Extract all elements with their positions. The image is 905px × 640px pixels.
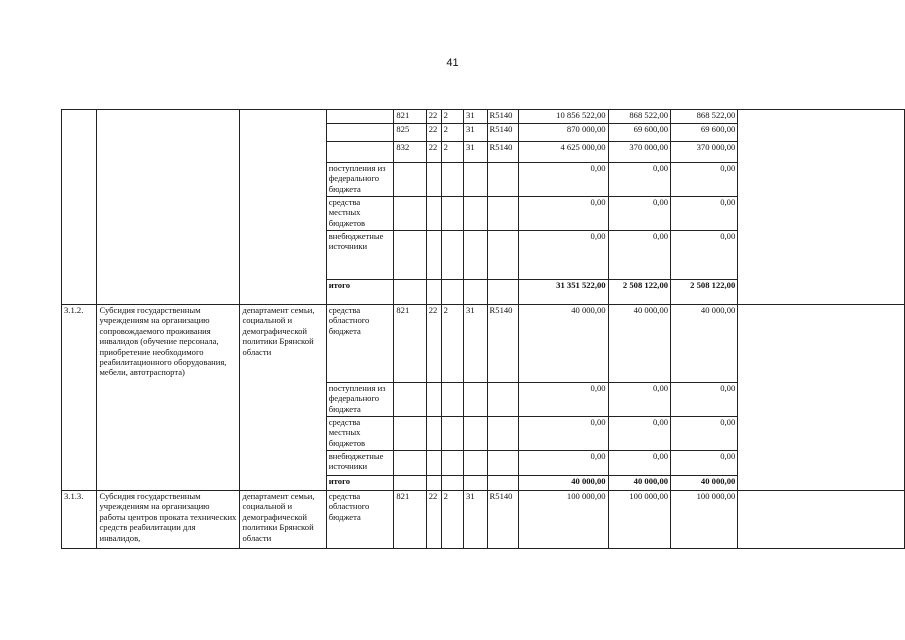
source-cell: поступления из федерального бюджета [326, 163, 394, 197]
value-cell: 370 000,00 [671, 142, 738, 163]
item-executor-cell: департамент семьи, социальной и демографической политики Брянской области [240, 305, 326, 491]
empty-cell [464, 197, 488, 231]
value-cell: 0,00 [608, 451, 670, 476]
empty-cell [464, 231, 488, 280]
empty-cell [426, 451, 441, 476]
total-value-cell: 2 508 122,00 [608, 280, 670, 305]
empty-cell [441, 383, 463, 417]
empty-cell [464, 417, 488, 451]
code-cell: 832 [394, 142, 426, 163]
total-value-cell: 40 000,00 [671, 476, 738, 491]
empty-cell [441, 163, 463, 197]
source-cell: средства областного бюджета [326, 491, 394, 549]
value-cell: 40 000,00 [608, 305, 670, 383]
empty-cell [441, 197, 463, 231]
empty-cell [394, 197, 426, 231]
source-cell: средства местных бюджетов [326, 197, 394, 231]
value-cell: 100 000,00 [519, 491, 608, 549]
value-cell: 0,00 [671, 417, 738, 451]
code-cell: 22 [426, 124, 441, 142]
empty-cell [394, 383, 426, 417]
item-name-cell [97, 110, 240, 305]
total-value-cell: 2 508 122,00 [671, 280, 738, 305]
item-executor-cell: департамент семьи, социальной и демографической политики Брянской области [240, 491, 326, 549]
empty-cell [441, 476, 463, 491]
value-cell: 0,00 [608, 163, 670, 197]
code-cell: 31 [464, 124, 488, 142]
empty-cell [394, 417, 426, 451]
note-cell [738, 110, 905, 305]
empty-cell [487, 476, 519, 491]
source-cell: поступления из федерального бюджета [326, 383, 394, 417]
source-cell: средства областного бюджета [326, 305, 394, 383]
empty-cell [394, 280, 426, 305]
value-cell: 0,00 [519, 417, 608, 451]
source-cell: внебюджетные источники [326, 451, 394, 476]
empty-cell [487, 163, 519, 197]
total-value-cell: 31 351 522,00 [519, 280, 608, 305]
code-cell: 31 [464, 305, 488, 383]
table-row [62, 110, 905, 124]
source-cell [326, 110, 394, 124]
empty-cell [464, 383, 488, 417]
code-cell: 22 [426, 142, 441, 163]
code-cell: 22 [426, 305, 441, 383]
source-cell: средства местных бюджетов [326, 417, 394, 451]
value-cell: 69 600,00 [608, 124, 670, 142]
empty-cell [426, 476, 441, 491]
item-number-cell [62, 110, 97, 305]
empty-cell [441, 280, 463, 305]
value-cell: 40 000,00 [671, 305, 738, 383]
total-label-cell: итого [326, 476, 394, 491]
empty-cell [394, 451, 426, 476]
empty-cell [426, 280, 441, 305]
code-cell: 31 [464, 491, 488, 549]
value-cell: 40 000,00 [519, 305, 608, 383]
item-name-cell: Субсидия государственным учреждениям на организацию работы центров проката технических средств реабилитации для инвалидов, [97, 491, 240, 549]
empty-cell [426, 383, 441, 417]
empty-cell [426, 197, 441, 231]
code-cell: 22 [426, 110, 441, 124]
item-number-cell: 3.1.2. [62, 305, 97, 491]
source-cell [326, 124, 394, 142]
empty-cell [487, 417, 519, 451]
value-cell: 10 856 522,00 [519, 110, 608, 124]
budget-table [61, 109, 905, 549]
empty-cell [464, 476, 488, 491]
value-cell: 0,00 [608, 231, 670, 280]
value-cell: 0,00 [519, 383, 608, 417]
code-cell: 2 [441, 124, 463, 142]
total-value-cell: 40 000,00 [519, 476, 608, 491]
empty-cell [464, 280, 488, 305]
code-cell: R5140 [487, 305, 519, 383]
value-cell: 870 000,00 [519, 124, 608, 142]
value-cell: 0,00 [671, 197, 738, 231]
code-cell: 2 [441, 142, 463, 163]
value-cell: 868 522,00 [608, 110, 670, 124]
code-cell: 31 [464, 142, 488, 163]
code-cell: R5140 [487, 110, 519, 124]
code-cell: 821 [394, 305, 426, 383]
empty-cell [487, 383, 519, 417]
value-cell: 370 000,00 [608, 142, 670, 163]
source-cell [326, 142, 394, 163]
page-number: 41 [446, 57, 459, 69]
item-name-cell: Субсидия государственным учреждениям на организацию сопровождаемого проживания инвалидов (обучение персонала, приобретение необходимого реабилитационного оборудования, мебели, автотраспорта) [97, 305, 240, 491]
empty-cell [441, 417, 463, 451]
code-cell: R5140 [487, 491, 519, 549]
empty-cell [426, 417, 441, 451]
code-cell: 31 [464, 110, 488, 124]
empty-cell [394, 476, 426, 491]
empty-cell [487, 280, 519, 305]
value-cell: 0,00 [519, 197, 608, 231]
value-cell: 69 600,00 [671, 124, 738, 142]
empty-cell [487, 197, 519, 231]
value-cell: 0,00 [671, 163, 738, 197]
value-cell: 0,00 [671, 451, 738, 476]
code-cell: R5140 [487, 142, 519, 163]
empty-cell [464, 163, 488, 197]
value-cell: 0,00 [608, 383, 670, 417]
value-cell: 868 522,00 [671, 110, 738, 124]
empty-cell [394, 231, 426, 280]
item-executor-cell [240, 110, 326, 305]
value-cell: 100 000,00 [608, 491, 670, 549]
table-row [62, 491, 905, 549]
value-cell: 0,00 [671, 231, 738, 280]
value-cell: 4 625 000,00 [519, 142, 608, 163]
code-cell: 22 [426, 491, 441, 549]
total-label-cell: итого [326, 280, 394, 305]
value-cell: 0,00 [671, 383, 738, 417]
empty-cell [394, 163, 426, 197]
empty-cell [464, 451, 488, 476]
code-cell: 821 [394, 110, 426, 124]
empty-cell [441, 231, 463, 280]
value-cell: 0,00 [519, 163, 608, 197]
value-cell: 0,00 [608, 197, 670, 231]
value-cell: 0,00 [608, 417, 670, 451]
empty-cell [426, 231, 441, 280]
value-cell: 100 000,00 [671, 491, 738, 549]
value-cell: 0,00 [519, 451, 608, 476]
empty-cell [426, 163, 441, 197]
code-cell: 821 [394, 491, 426, 549]
total-value-cell: 40 000,00 [608, 476, 670, 491]
empty-cell [487, 231, 519, 280]
code-cell: 2 [441, 110, 463, 124]
code-cell: 2 [441, 305, 463, 383]
table-row [62, 305, 905, 383]
empty-cell [441, 451, 463, 476]
note-cell [738, 491, 905, 549]
note-cell [738, 305, 905, 491]
value-cell: 0,00 [519, 231, 608, 280]
code-cell: 825 [394, 124, 426, 142]
source-cell: внебюджетные источники [326, 231, 394, 280]
code-cell: R5140 [487, 124, 519, 142]
empty-cell [487, 451, 519, 476]
code-cell: 2 [441, 491, 463, 549]
item-number-cell: 3.1.3. [62, 491, 97, 549]
